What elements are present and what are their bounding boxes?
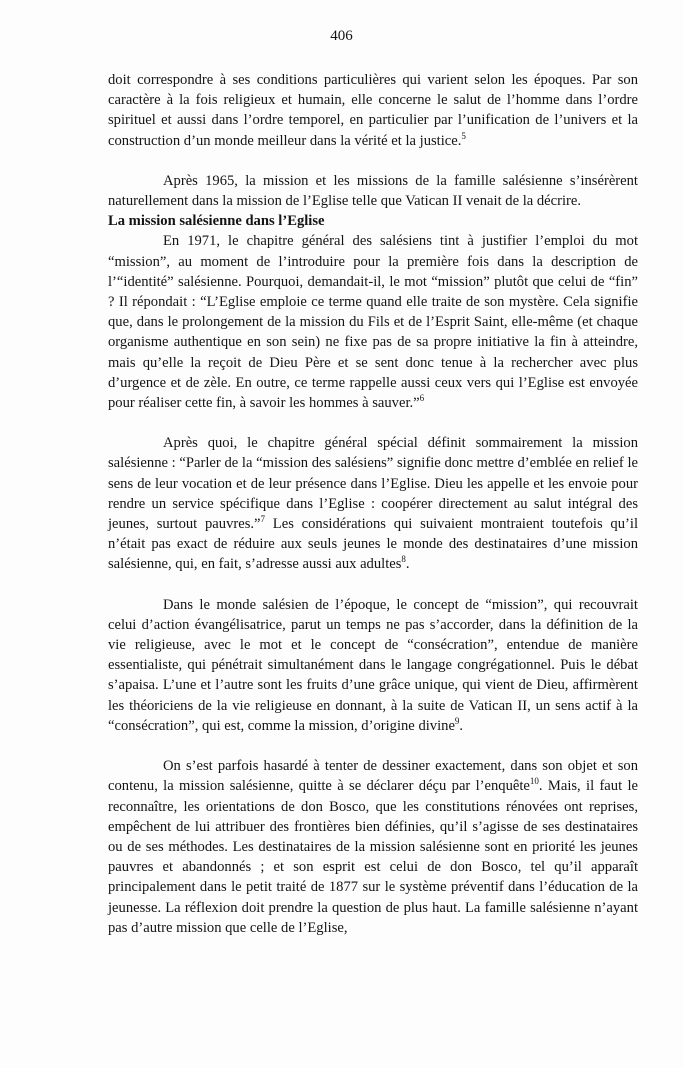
paragraph: doit correspondre à ses conditions particulières qui varient selon les époques. Par son caractère à la fois religieux et humain, elle concerne le salut de l’homme dans l’ordre spirituel et aussi dans l’ordre temporel, en particulier par l’unification de l’univers et la construction d’un monde meilleur dans la vérité et la justice.$^5$: [108, 72, 638, 149]
section-heading: La mission salésienne dans l’Eglise: [108, 213, 325, 230]
footnote-ref[interactable]: 10: [529, 776, 539, 787]
paragraph: En 1971, le chapitre général des salésiens tint à justifier l’emploi du mot “mission”, au moment de l’introduire pour la première fois dans la description de l’“identité” salésienne. Pourquoi, demandait-il, le mot “mission” plutôt que celui de “fin” ? Il répondait : “L’Eglise emploie ce terme quand elle traite de son mystère. Cela signifie que, dans le prolongement de la mission du Fils et de l’Esprit Saint, elle-même (et chaque organisme authentique en son sein) ne fixe pas de sa propre initiative la fin à atteindre, mais qu’elle la reçoit de Dieu Père et se sent donc tenue à la rechercher avec plus d’urgence et de zèle. En outre, ce terme rappelle aussi ceux vers qui l’Eglise est envoyée pour réaliser cette fin, à savoir les hommes à sauver.”$^6$: [108, 233, 638, 412]
footnote-ref[interactable]: 6: [419, 393, 425, 404]
footnote-ref[interactable]: 8: [401, 554, 406, 565]
paragraph: Dans le monde salésien de l’époque, le concept de “mission”, qui recouvrait celui d’action évangélisatrice, parut un temps ne pas s’accorder, dans la définition de la vie religieuse, avec le mot et le concept de “consécration”, entendue de manière essentialiste, qui pénétrait simultanément dans le langage congrégationnel. Puis le débat s’apaisa. L’une et l’autre sont les fruits d’une grâce unique, qui vient de Dieu, affirmèrent les théoriciens de la vie religieuse en donnant, à la suite de Vatican II, un sens actif à la “consécration”, qui est, comme la mission, d’origine divine$^9$.: [108, 596, 638, 734]
page-body: [108, 70, 638, 938]
paragraph: On s’est parfois hasardé à tenter de dessiner exactement, dans son objet et son contenu, la mission salésienne, quitte à se déclarer déçu par l’enquête$^{10}$. Mais, il faut le reconnaître, les orientations de don Bosco, que les constitutions rénovées ont reprises, empêchent de lui attribuer des frontières bien définies, qu’il s’agisse de ses destinataires ou de ses méthodes. Les destinataires de la mission salésienne sont en priorité les jeunes pauvres et abandonnés ; et son esprit est celui de don Bosco, tel qu’il apparaît principalement dans le petit traité de 1877 sur le système préventif dans l’éducation de la jeunesse. La réflexion doit prendre la question de plus haut. La famille salésienne n’ayant pas d’autre mission que celle de l’Eglise,: [108, 758, 638, 936]
footnote-ref[interactable]: 9: [454, 716, 460, 727]
paragraph: Après quoi, le chapitre général spécial définit sommairement la mission salésienne : “Parler de la “mission des salésiens” signifie donc mettre d’emblée en relief le sens de leur vocation et de leur présence dans l’Eglise. Dieu les appelle et les envoie pour rendre un service spécifique dans l’Eglise : coopérer directement au salut intégral des jeunes, surtout pauvres.”$^7$ Les considérations qui suivaient montraient toutefois qu’il n’était pas exact de réduire aux seuls jeunes le monde des destinataires d’une mission salésienne, qui, en fait, s’adresse aussi aux adultes$^8$.: [108, 435, 638, 573]
page-number: 406: [330, 28, 353, 44]
footnote-ref[interactable]: 5: [461, 130, 466, 141]
footnote-ref[interactable]: 7: [260, 514, 266, 525]
paragraph: Après 1965, la mission et les missions de la famille salésienne s’insérèrent naturellement dans la mission de l’Eglise telle que Vatican II venait de la décrire.: [108, 172, 638, 210]
